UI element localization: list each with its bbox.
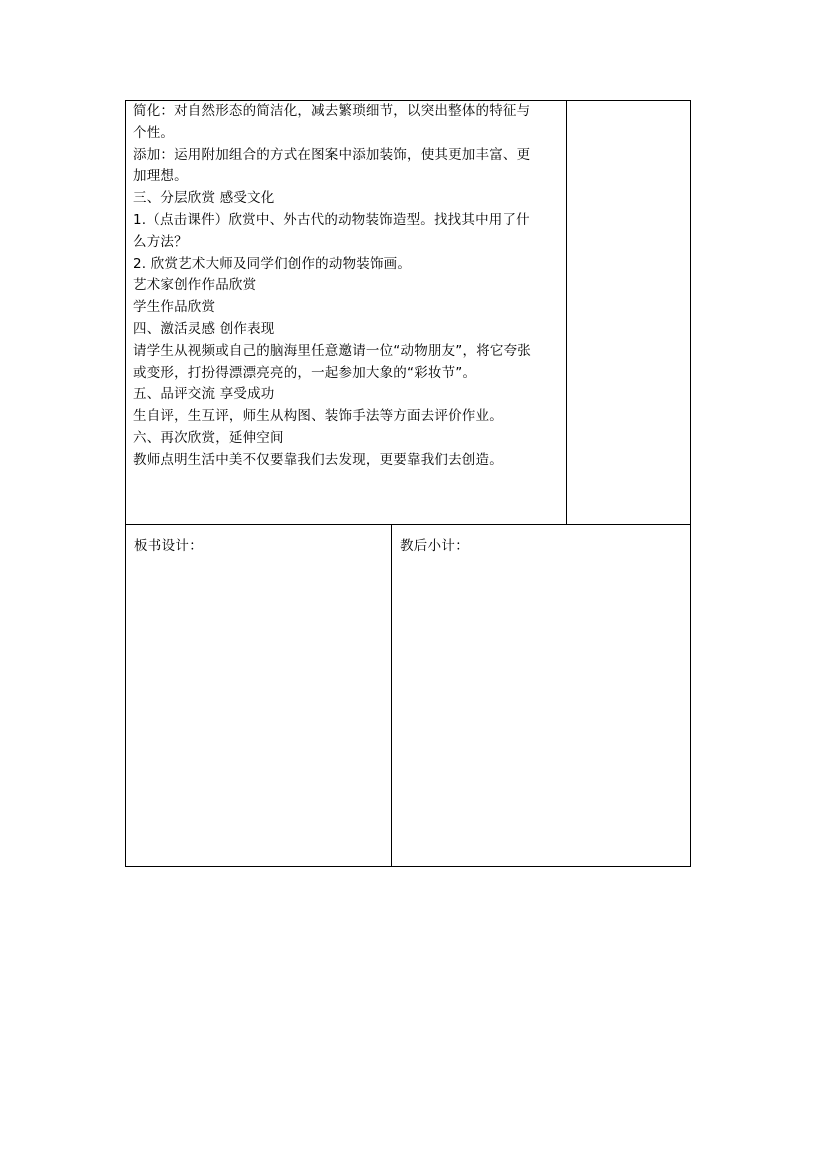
- section-heading: 五、品评交流 享受成功: [133, 386, 275, 403]
- content-line: 加理想。: [133, 168, 188, 185]
- content-line: 生自评，生互评，师生从构图、装饰手法等方面去评价作业。: [133, 408, 503, 425]
- lesson-plan-table: [125, 100, 691, 867]
- content-row: [126, 101, 691, 525]
- content-line: 个性。: [133, 124, 175, 141]
- content-line: 简化：对自然形态的简洁化，减去繁琐细节，以突出整体的特征与: [133, 103, 531, 119]
- lesson-content-text: [133, 101, 560, 472]
- footer-row: [126, 524, 691, 866]
- content-line: 请学生从视频或自己的脑海里任意邀请一位“动物朋友”，将它夸张: [133, 342, 531, 359]
- section-heading: 四、激活灵感 创作表现: [133, 320, 275, 337]
- board-design-label: 板书设计：: [134, 537, 203, 554]
- side-notes-cell: [567, 101, 691, 525]
- content-line: 添加：运用附加组合的方式在图案中添加装饰，使其更加丰富、更: [133, 146, 531, 163]
- post-lesson-notes-cell: [392, 524, 691, 866]
- section-heading: 六、再次欣赏，延伸空间: [133, 429, 284, 446]
- post-lesson-notes-label: 教后小计：: [400, 537, 469, 554]
- content-line: 学生作品欣赏: [133, 299, 216, 316]
- content-line: 1.（点击课件）欣赏中、外古代的动物装饰造型。找找其中用了什: [133, 211, 530, 228]
- content-line: 或变形，打扮得漂漂亮亮的，一起参加大象的“彩妆节”。: [133, 364, 477, 381]
- board-design-cell: [126, 524, 392, 866]
- section-heading: 三、分层欣赏 感受文化: [133, 190, 275, 207]
- content-line: 教师点明生活中美不仅要靠我们去发现，更要靠我们去创造。: [133, 451, 503, 468]
- content-line: 么方法？: [133, 233, 188, 250]
- content-line: 2. 欣赏艺术大师及同学们创作的动物装饰画。: [133, 255, 412, 272]
- content-line: 艺术家创作作品欣赏: [133, 277, 257, 294]
- lesson-content-cell: [126, 101, 567, 525]
